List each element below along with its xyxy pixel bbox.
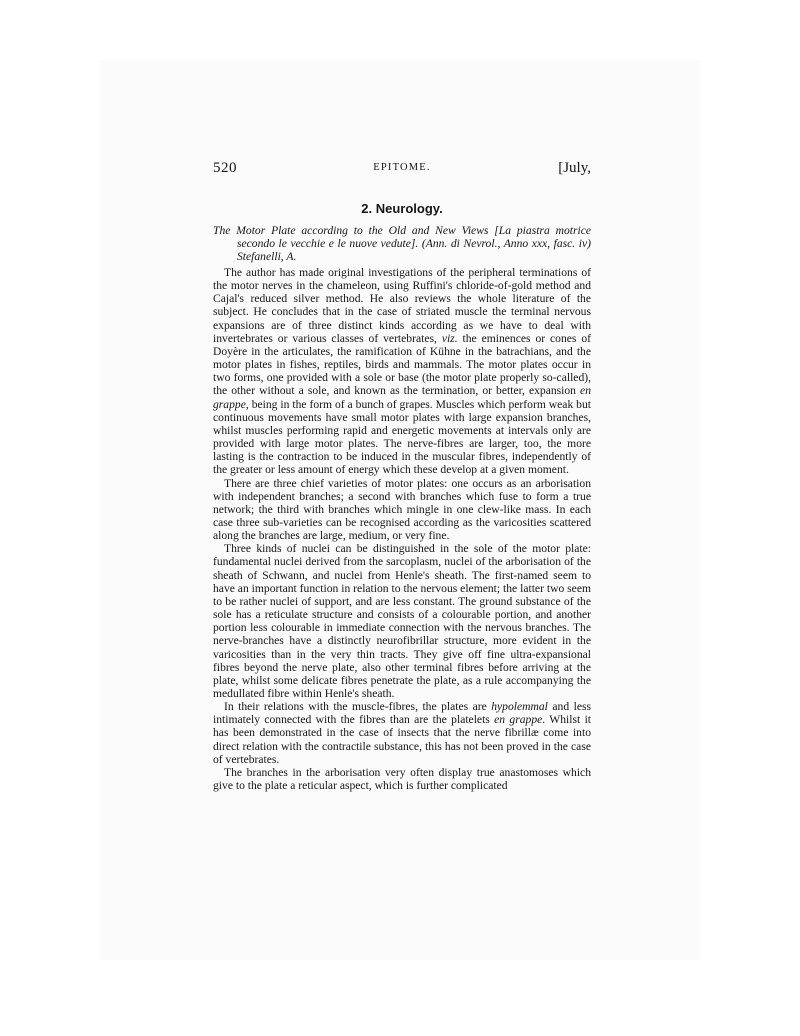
- paragraph-1-part-b: the eminences or cones of Doyère in the articulates, the ramification of Kühne in the batrachians, and the motor plates in fishes, reptiles, birds and mammals. The motor plates occur in two forms, one provided with a sole or base (the motor plate properly so-called), the other without a sole, and known as the termination, or better, expansion: [213, 331, 592, 398]
- paragraph-4-part-b: and less intimately connected with the fibres than are the platelets: [213, 700, 591, 727]
- article-body: [213, 266, 591, 792]
- article-citation: The Motor Plate according to the Old and New Views [La piastra motrice secondo le vecchie e le nuove vedute]. (Ann. di Nevrol., Anno xxx, fasc. iv) Stefanelli, A.: [213, 224, 591, 264]
- paragraph-4-part-a: In their relations with the muscle-fibres, the plates are: [224, 700, 492, 714]
- viz-term: viz.: [441, 331, 458, 345]
- page-header: [213, 160, 591, 180]
- paragraph-1: [213, 266, 591, 477]
- page-number: 520: [213, 160, 237, 176]
- paragraph-2: There are three chief varieties of motor plates: one occurs as an arborisation with independent branches; a second with branches which fuse to form a true network; the third with branches which mingle in one clew-like mass. In each case three sub-varieties can be recognised according as the varicosities scattered along the branches are large, medium, or very fine.: [213, 476, 591, 543]
- issue-date: [July,: [558, 160, 591, 176]
- running-title: EPITOME.: [373, 162, 431, 173]
- paragraph-1-part-a: The author has made original investigations of the peripheral terminations of the motor nerves in the chameleon, using Ruffini's chloride-of-gold method and Cajal's reduced silver method. He also reviews the whole literature of the subject. He concludes that in the case of striated muscle the terminal nervous expansions are of three distinct kinds according as we have to deal with invertebrates or various classes of vertebrates,: [213, 266, 591, 345]
- paragraph-4-part-c: . Whilst it has been demonstrated in the case of insects that the nerve fibrillæ come into direct relation with the contractile substance, this has not been proved in the case of vertebrates.: [213, 713, 592, 766]
- paragraph-4: [213, 700, 591, 766]
- paragraph-3: Three kinds of nuclei can be distinguished in the sole of the motor plate: fundamental nuclei derived from the sarcoplasm, nuclei of the arborisation of the sheath of Schwann, and nuclei from Henle's sheath. The first-named seem to have an important function in relation to the nervous element; the latter two seem to be rather nuclei of support, and are less constant. The ground substance of the sole has a reticulate structure and consists of a colourable portion, and another portion less colourable in immediate connection with the nervous branches. The nerve-branches have a distinctly neurofibrillar structure, more evident in the varicosities than in the very thin tracts. They give off fine ultra-expansional fibres beyond the nerve plate, also other terminal fibres before arriving at the plate, whilst some delicate fibres penetrate the plate, as a rule accompanying the medullated fibre within Henle's sheath.: [213, 542, 591, 700]
- hypolemmal-term: hypolemmal: [491, 700, 548, 714]
- paragraph-5: The branches in the arborisation very often display true anastomoses which give to the plate a reticular aspect, which is further complicated: [213, 765, 591, 793]
- section-title: 2. Neurology.: [361, 201, 443, 216]
- en-grappe-term: en grappe: [213, 384, 591, 411]
- paragraph-1-part-c: , being in the form of a bunch of grapes. Muscles which perform weak but continuous movements have small motor plates with large expansion branches, whilst muscles performing rapid and energetic movements at intervals only are provided with large motor plates. The nerve-fibres are larger, too, the more lasting is the contraction to be induced in the muscular fibres, independently of the greater or less amount of energy which these develop at a given moment.: [213, 397, 591, 477]
- en-grappe-term-2: en grappe: [494, 713, 543, 727]
